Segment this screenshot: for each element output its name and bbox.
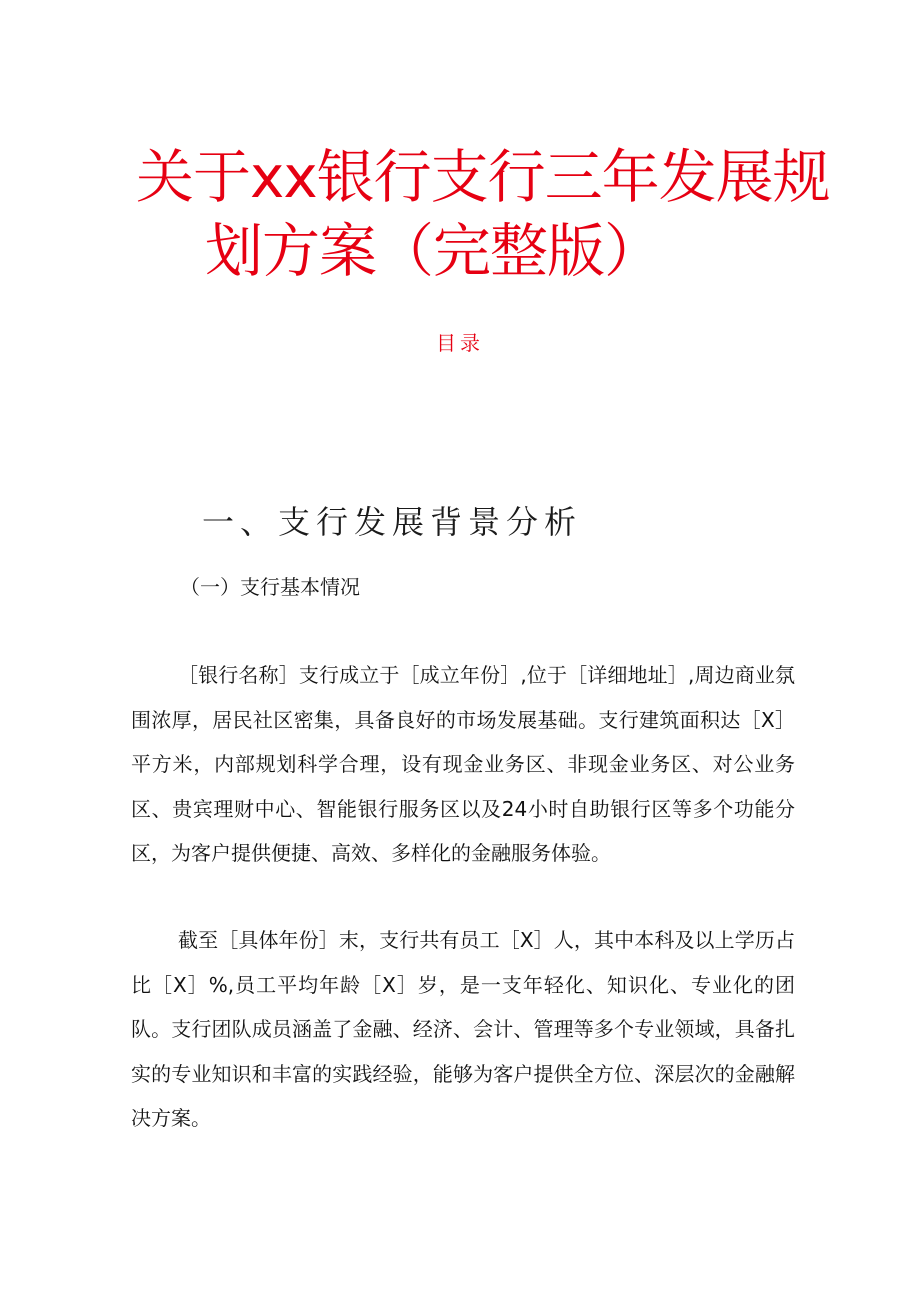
body-paragraph-1: ［银行名称］支行成立于［成立年份］,位于［详细地址］,周边商业氛围浓厚，居民社区密集，具备良好的市场发展基础。支行建筑面积达［X］平方米，内部规划科学合理，设有现金业务区、非现金业务区、对公业务区、贵宾理财中心、智能银行服务区以及24小时自助银行区等多个功能分区，为客户提供便捷、高效、多样化的金融服务体验。 [131,663,795,865]
document-title-line-2: 划方案（完整版） [205,217,662,285]
table-of-contents-label: 目录 [436,331,484,355]
body-paragraph-2: 截至［具体年份］末，支行共有员工［X］人，其中本科及以上学历占比［X］%,员工平均年龄［X］岁，是一支年轻化、知识化、专业化的团队。支行团队成员涵盖了金融、经济、会计、管理等多个专业领域，具备扎实的专业知识和丰富的实践经验，能够为客户提供全方位、深层次的金融解决方案。 [131,928,795,1130]
document-title-line-1: 关于xx银行支行三年发展规 [136,143,830,211]
subsection-heading: （一）支行基本情况 [180,575,360,599]
section-heading: 一、支行发展背景分析 [202,503,583,541]
